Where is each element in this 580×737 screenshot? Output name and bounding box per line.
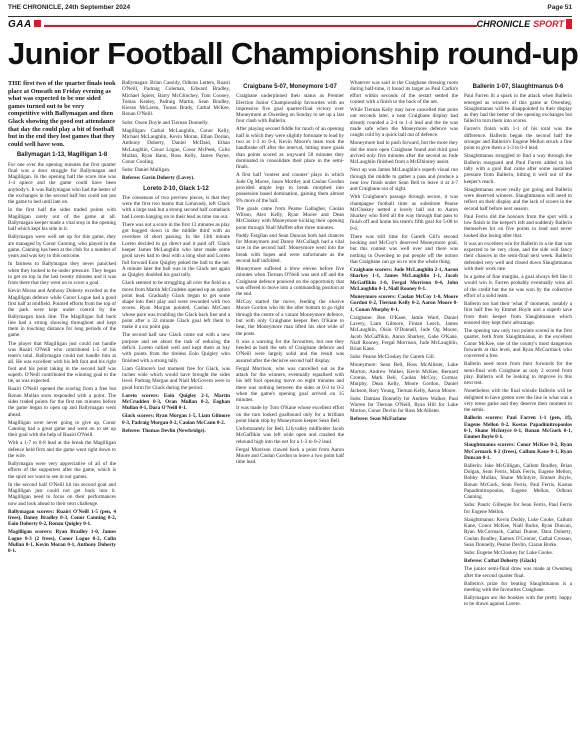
subs-line: Subs: Pearse McCloskey for Gareth Gill. (350, 354, 436, 361)
subs-line: Subs: Damian Donnelly for Andrew Walker, Paul Warren for Tiernan O'Neill, Ryan Hill for Luke Morton, Conor Devlin for Ross McAllister. (350, 395, 458, 415)
paragraph: After playing second fiddle for much of an opening half in which they were slightly fortunate to lead by two at 1-3 to 0-4, Kevin Moore's team took the handbrake off after the interval, hitting more goals than points scored as wayward 58 minutes they dominated to consolidate their place in the semi-finals. (236, 126, 344, 171)
paragraph: Fergal Morrison, who was cancelled out as the attack for the winners, eventually equalised with his left foot opening move on eight minutes and there was nothing between the sides at 0-3 to 0-2 when the game's opening goal arrived on 15 minutes. (236, 365, 344, 404)
team-line: Moneymore: Sean Bell, Ross McAllister, Luke Morton, Andrew Walker, Kevin McKee, Bernard Cromie, Mark Bell, Caolan McCoy, Cormac Murphy, Dean Kelly, Moore Gordon, Daniel Jackson, Rory Young, Tiernan Kelly, Aaron Moore. (350, 362, 458, 394)
scorers-line: Moneymore scorers: Caolan McCoy 1-0, Moore Gordon 0-2, Tiernan Kelly 0-2, Aaron Moore 0-1, Conan Murphy 0-1. (350, 294, 458, 313)
paragraph: Ballymagan were well set up for this game, they are managed by Conor Canning, who played in the game. Canning has been at the club for a number of years and was key to this outcome. (8, 234, 116, 260)
paragraph: Nonetheless with the final whistle Ballerin will be delighted to have gotten over the line in what was a very tense game and they deserve their moment in the semis. (464, 388, 572, 414)
paragraph: Glack seemed to be struggling all over the field as a move from Martin McCrudden opened up an option point lead. Gradually Glack began to get some shape into their play and were rewarded with two scores. Ryan Morgan pointed, Caolan McCann whose pace was troubling the Glack back line and a point after a 32 minute Glack goal left them to make it a six point gap. (122, 280, 230, 331)
match-heading: Ballerin 1-07, Slaughtmanus 0-6 (472, 84, 564, 90)
paragraph: Whatever was said in the Craigbane dressing room during half-time, it found its target as Paul Carlin's effort within seconds of the restart settled the contest with a finish to the back of the net. (350, 80, 458, 105)
column-1 (8, 80, 116, 730)
page-headline: Junior Football Championship round-up (8, 36, 579, 71)
masthead-rule (8, 16, 572, 17)
scorers-line: Magilligan scorers: Ryan Bradley 1-0, James Logue 0-3 (2 frees), Conor Logue 0-2, Colin Mullan 0-1, Kevin Moran 0-1, Anthony Doherty 0-1. (8, 529, 116, 555)
paragraph: For one over the opening minutes the first quarter final was a dour struggle for Ballymagan and Magilligan. In the opening half the score line was 1-4 apiece and the game could have been anybody's. It was Ballymagan who had the better of the exchanges in the second half but could not put the game to bed until late on. (8, 161, 116, 206)
article-lede: THE first two of the quarter finals took place at Omeath on Friday evening as what was expected to be one sided games turned out to be very competitive with Ballymagan and then Glack showing the good out attendance that day the could play a bit of football but in the end they lost games that they could well have won. (8, 80, 116, 148)
column-3 (236, 80, 344, 730)
team-line: Slaughtmanus: Kevin Doddy, Luke Cooke, Callum Kane, Conor McKee, Niall Burke, Ryan Duncan, Ryan McCormack, Cathal Dunne, Dara Doherty, Caolan Bradley, Eamon O'Connor, Cathal Crossan, Sean Donnelly, Pearse Devlin, Ciaran Burke. (464, 516, 572, 549)
paragraph: Ballerin need more from their forwards for the semi-final with Craigbane as only 2 scored from play. Ballerin will be looking to improve in this next test. (464, 361, 572, 387)
paragraph: In the second half O'Neill hit his second goal and Magilligan just could not get back into it. Magilligan need to focus on their performances now and look ahead to their next challenge. (8, 481, 116, 507)
paragraph: Kevin Moran and Anthony Doherty excelled as the Magilligan defence while Conor Logue had a good first half at midfield. Pointed efforts from the top of the park were kept under control by the Ballymagan back line. The Magilligan full back line had a strong showing throughout and kept them in touching distance for long periods of the game. (8, 288, 116, 339)
column-5 (464, 80, 572, 730)
paragraph: Slaughtmanus never really got going and Ballerin were deserved winners. Slaughtmanus will need to reflect on their display and the lack of scores in the second half before next season. (464, 186, 572, 212)
paragraph: With Craigbane's passage through secure, it was champagne football time as substitute Pearse McCloskey netted a lovely ball out to Aaron Sharkey who fired all the way through that pass to finish off and home his team's fifth goal for 5-08 to 0-6. (350, 194, 458, 232)
paragraph: It was an excellent win for Ballerin in a tie that was expected to be very close, and the side will fancy their chances in the semi-final next week. Ballerin defended very well and closed down Slaughtmanus with their work rate. (464, 240, 572, 272)
paragraph: Ballerin too had their 'what if' moments, notably a first half free by Emmet Boyle and a superb save from their keeper from Slaughtmanus which ensured they kept their advantage. (464, 300, 572, 326)
paragraph: In a game of fine margins, a goal always felt like it would win it. Farren probably eventually wins all of the credit but the tie was won by the collective effort of a solid team. (464, 274, 572, 299)
paragraph: The second half saw Glack come out with a new purpose and set about the task of reducing the deficit. Loreto rallied well and kept them at bay with points from the tireless Eoin Quigley who finished with a strong tally. (122, 332, 230, 364)
referee-line: Referee: Cathal Doherty (Glack) (464, 558, 537, 565)
masthead-topline (8, 4, 572, 16)
section-bar (8, 18, 572, 32)
subs-line: Subs: Daniel Mulligan. (122, 167, 171, 174)
scorers-line: Loreto scorers: Eoin Quigley 2-1, Martin McCrudden 0-3, Oran Mullan 0-2, Eoghan Mullan 0-1, Dara O'Neill 0-1. (122, 392, 230, 412)
column-2 (122, 80, 230, 730)
gaa-logo: GAA (8, 19, 41, 30)
paragraph: Paul Farren lit a spark in the attack when Ballerin emerged as winners of this game at Owenbeg. Slaughtmanus will be disappointed in their display as they had the better of the opening exchanges but failed to turn them into scores. (464, 93, 572, 125)
match-heading: Craigbane 5-07, Moneymore 1-07 (243, 84, 337, 90)
team-line: Magilligan: Cathal McLaughlin, Conor Kelly, Michael McLaughlin, Kevin Moran, Ethan Dorian, Anthony Doherty, Daniel McDaid, Ethan McLaughlin, Conor Logue, Conor McPeek, Colin Mullan, Ryan Bann, Ross Kelly, James Payne, Conor Cooling. (122, 127, 230, 166)
paragraph: Fergal Morrison clawed back a point from Aaron Moore and Caolan Gordon to leave a two point half time lead. (236, 446, 344, 466)
paragraph: Moneymore had to push forward, but the more they did the more open Craigbane found and third goal arrived only five minutes after the second as Jude McLaughlin finished from a McElhinney assist. (350, 140, 458, 166)
referee-line: Referee: Gavin Doherty (Lavey). (122, 175, 195, 182)
paragraph: The player that Magilligan just could not handle was Ruairi O'Neill who contributed 1-5 of his team's total. Ballymagan could not handle him at all. He was excellent with his left foot and his right foot and his point taking in the second half was superb. O'Neill contributed the winning goal to the tie, as was expected. (8, 340, 116, 385)
article-columns (8, 80, 572, 730)
scorers-line: Glack scorers: Ryan Morgan 1-5, Liam Gilmore 0-3, Padraig Morgan 0-2, Caolan McCann 0-2. (122, 413, 230, 426)
subs-line: Subs: Owen Doyle and Tiernan Donnelly. (122, 119, 209, 126)
team-line: Craigbane: Ben O'Kane, Jamie Ward, Daniel Lavery, Liam Gilmore, Fintan Leech, James McLaughlin, Oisin O'Donnell, Jude Og Moore, Jacob McGaffikin, Aaron Sharkey, Gabe O'Kane, Niall Rooney, Fergal Morrison, Jude McLaughlin, Brian Kane. (350, 314, 458, 353)
paragraph: In the first half the sides traded points with Magilligan rarely out of the game at all. Ballymagan keeper made a vital stop in the opening half which kept his side in it. (8, 207, 116, 233)
scorers-line: Slaughtmanus scorers: Conor McKee 0-2, Ryan McCormack 0-2 (frees), Callum Kane 0-1, Ryan Duncan 0-1. (464, 442, 572, 461)
team-line: Ballymagan: Brian Cassidy, Odhran Letters, Ruairi O'Neill, Padraig Coleman, Edward Bradley, Michael Spiers, Barry McGlinchey, Tom Cooney, Tomas Kealey, Padraig Martin, Sean Bradley, Kieran McLaren, Tomas Brady, Cathal McKee, Ronan O'Neill. (122, 80, 230, 118)
paragraph: The consensus of two preview pieces, is that they were the first two teams that Limavady, left Glack with a large task but a strong second half comeback had Loreto hanging on to their lead as time ran out. (122, 194, 230, 220)
section-rule (44, 25, 477, 27)
paragraph: A first half 'contest and counter' plays in which Jude Og Moore, Jason Mortley and Caolan Gordon provided ample legs to break morphed into possession based domination, gaining them almost 9% more of the ball. (236, 172, 344, 204)
paragraph: It was a warning for the favourites, but one they heeded as both the sets of Craigbane defence and O'Neill were largely solid and the result was assured after the decisive second half display. (236, 338, 344, 364)
paragraph: The opening saw only two points scored in the first quarter, both from Slaughtmanus, in the excellent Conor McKee, one of the county's most dangerous forwards at this level, and Ryan McCormack who converted a free. (464, 327, 572, 360)
paper-dateline: THE CHRONICLE, 24th September 2024 (8, 4, 131, 11)
paragraph: There was not a score in the first 13 minutes as play got bogged down in the middle third with an overdose of short passing. In the 13th minute Loreto decided to go direct and it paid off. Glack keeper James McLaughlin who later made some good saves had to deal with a long shot and Loreto full forward Eoin Quigley poked the ball to the net. A minute later the ball was in the Glack net again as Quigley doubled his goal tally. (122, 221, 230, 279)
page-number: Page 51 (547, 4, 572, 11)
paragraph: Ballerin's prize for beating Slaughtmanus is a meeting with the favourites Craigbane. (464, 580, 572, 594)
column-4 (350, 80, 458, 730)
match-heading: Loreto 2-10, Glack 1-12 (143, 185, 209, 192)
referee-line: Referee: Sean McFarlane (350, 416, 407, 423)
match-heading: Ballymagan 1-13, Magilligan 1-8 (16, 152, 108, 159)
paragraph: Paul Ferris did the honours from the spot with a low finish to the keeper's left and suddenly Ballerin themselves hit on five points to lead and never looked like losing after that. (464, 213, 572, 239)
paragraph: Ballymagan are the bookies with the pretty happy to be drawn against Loreto. (464, 595, 572, 608)
team-line: Ballerin: Jake McGilligan, Callum Bradley, Brian Dolgan, Sean Ferris, Mark Ferris, Eugene Mellon, Bobby Mullan, Shane McIntyre, Emmet Boyle, Ronan McGurk, Sean Ferris, Paul Ferris, Kostas Papadimitropoulos, Eugene Mellon, Odhran Canning. (464, 462, 572, 501)
paragraph: Next up was James McLaughlin's superb visual run through the middle to gather a pass and produce a near low finish under Sean Bell to leave it at 4-7 and Craigbane out of sight. (350, 167, 458, 193)
paragraph: It was made by Tom O'Kane whose excellent effort on the turn looked goalbound only for a brilliant point blank stop by Moneymore keeper Sean Bell. (236, 405, 344, 424)
paragraph: There was still time for Gareth Gill's second booking and McCoy's deserved Moneymore goal, but this contest was well over and there was nothing in Owenbeg to put people off the notion that Craigbane can go on to win the whole thing. (350, 233, 458, 265)
subs-line: Subs: Eugene McCloskey for Luke Cooke. (464, 550, 554, 557)
subs-line: Subs: Pauric Gillespie for Sean Ferris, Paul Ferris for Eugene Mellon. (464, 502, 572, 515)
paragraph: Craigbane underpinned their status as Premier Election Junior Championship favourites with an impressive five goal quarter-final victory over Moneymore at Owenbeg on Sunday to set up a last four clash with Ballerin. (236, 93, 344, 125)
paragraph: Magilligan were never going to give up, Conor Canning had a great game and went on to set up their goal with the help of Ruairi O'Neill. (8, 419, 116, 439)
paragraph: The junior semi-final draw was made at Owenbeg after the second quarter final. (464, 566, 572, 579)
paragraph: While Tiernan Kelly may have cancelled that point out seconds later, a neat Craigbane display had already rounded a 2-4 to 1-4 lead and the tie was made safe when the Moneymore defence was caught cold by a quick ball out of defence. (350, 106, 458, 139)
paragraph: Ruairi O'Neill opened the scoring from a free but Ronan Mullan soon responded with a point. The sides traded points for the first ten minutes before the game began to open up and Ballymagan went ahead. (8, 386, 116, 418)
paragraph: Unfortunately for Bell, Lilyvalley midfielder Jacob McGaffikin was left wide open and crashed the rebound high into the net for a 1-3 to 0-2 lead. (236, 426, 344, 445)
paragraph: The goals came from Pearse Gallagher, Caolan Wilson, Alex Kelly, Ryan Moore and Dean McCloskey with Moneymore kicking their opening point through Niall Moffett after three minutes. (236, 205, 344, 231)
paragraph: Slaughtmanus struggled to find a way through the Ballerin rearguard and Paul Farren added to his tally with a goal that came after some sustained pressure from Ballerin, hitting it well out of the keeper's reach. (464, 153, 572, 185)
scorers-line: Ballerin scorers: Paul Farren 1-1 (pen, 1f), Eugene Mellon 0-2, Kostas Papadimitropoulos 0-1, Shane McIntyre 0-1, Ronan McGurk 0-1, Emmet Boyle 0-1. (464, 415, 572, 441)
paragraph: In fairness to Ballymagan they never panicked when they looked to be under pressure. They began to get on top in the last twenty minutes and it was from there that they went on to score a goal. (8, 261, 116, 287)
scorers-line: Ballymagan scorers: Ruairi O'Neill 1-5 (pen, 4 frees), Danny Bradley 0-3, Conor Canning 0-2, Eoin Doherty 0-2, Ronan Quigley 0-1. (8, 508, 116, 528)
paragraph: McCoy started the move, feeding the elusive Moore Gordon who hit the after bottom to go right through the centre of a vacant Moneymore defence, but with only Craigbane keeper Ben O'Kane to beat, the Moneymore man lifted his shot wide of the posts. (236, 299, 344, 337)
chronicle-sport-logo: CHRONICLE SPORT (477, 19, 572, 29)
paragraph: Paddy Fargilan and Sean Duncan both had chances for Moneymore and Danny McCullagh had a vital save in the second half. Moneymore went into the break with hopes and were unfortunate as the second half unfolded. (236, 232, 344, 264)
paragraph: Moneymore suffered a blow eleven before five minutes when Tiernan O'Neill was sent off and the Craigbane defence pounced on the opportunity that was offered to move into a commanding position at the end. (236, 265, 344, 298)
gaa-logo-mark (34, 20, 41, 27)
referee-line: Referee: Thomas Devlin (Newbridge). (122, 427, 206, 434)
paragraph: With a 1-7 to 0-8 lead at the break the Magilligan defence held firm and the game went right down to the wire. (8, 440, 116, 459)
paragraph: Ballymagan were very appreciative of all of the efforts of the supporters after the game, which is the spirit we want to see in our games. (8, 461, 116, 480)
paragraph: Liam Gilmore's last moment free for Glack, was inches wide which would have brought the sides level. Padraig Morgan and Niall McGovern were in good form for Glack during the period. (122, 365, 230, 391)
scorers-line: Craigbane scorers: Jude McLaughlin 2-1, Aaron Sharkey 1-1, James McLaughlin 1-1, Jacob McGaffikin 1-0, Fergal Morrison 0-4, John McLaughlin 0-1, Niall Rooney 0-1. (350, 267, 458, 292)
paragraph: Farren's finish with 1-1 of his total was the difference. Ballerin began the second half the stronger and Ballerin's Eugene Mellon struck a fine point to give them a 1-3 to 0-4 lead. (464, 126, 572, 152)
